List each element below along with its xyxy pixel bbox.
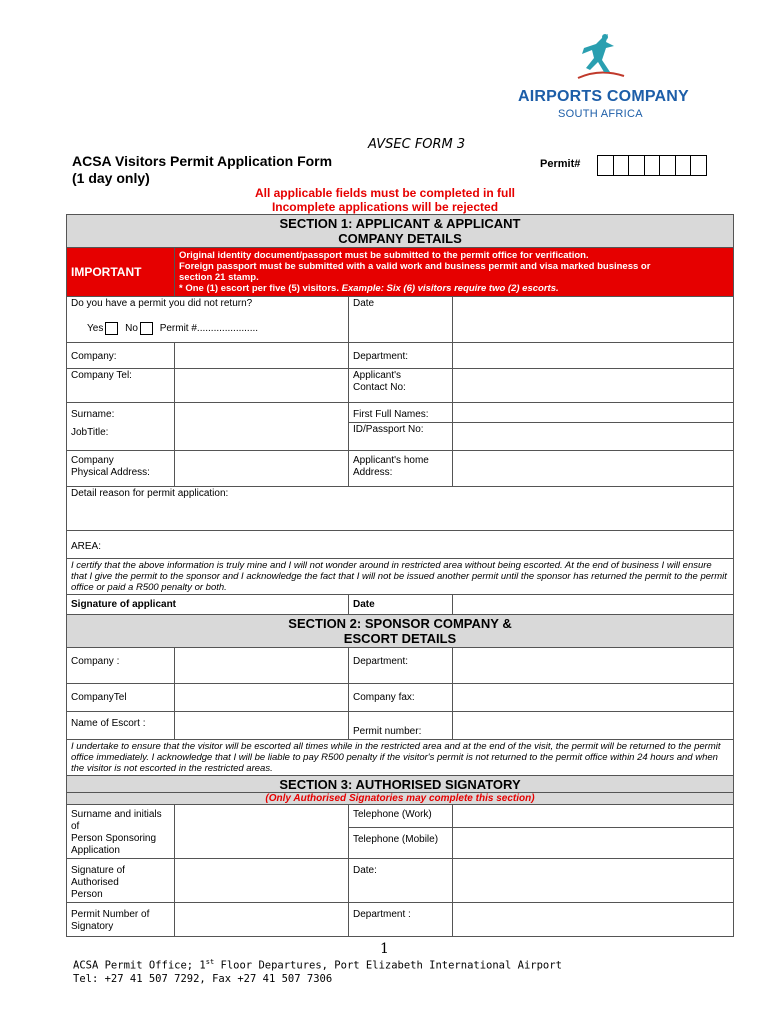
signatory-department-label: Department :	[349, 903, 453, 937]
jobtitle-label: JobTitle:	[67, 423, 175, 451]
sponsor-department-field[interactable]	[453, 648, 734, 684]
permit-number-label: Permit#	[540, 158, 581, 170]
no-checkbox[interactable]	[140, 322, 153, 335]
logo-country: SOUTH AFRICA	[558, 108, 643, 120]
reason-field[interactable]: Detail reason for permit application:	[67, 487, 734, 531]
surname-field[interactable]	[175, 403, 349, 423]
company-address-field[interactable]	[175, 451, 349, 487]
sponsor-fax-field[interactable]	[453, 684, 734, 712]
permit-number-boxes[interactable]	[597, 155, 707, 176]
company-address-label: Company Physical Address:	[67, 451, 175, 487]
applicant-contact-field[interactable]	[453, 369, 734, 403]
sponsor-company-label: Company :	[67, 648, 175, 684]
section1-heading: SECTION 1: APPLICANT & APPLICANT COMPANY DETAILS	[67, 215, 734, 248]
signature-applicant-label: Signature of applicant	[67, 595, 349, 615]
tel-mobile-label: Telephone (Mobile)	[349, 828, 453, 859]
department-field[interactable]	[453, 343, 734, 369]
permit-number-field[interactable]: Permit #......................	[159, 323, 259, 335]
footer: ACSA Permit Office; 1st Floor Departures, Port Elizabeth International Airport Tel: +27 41 507 7292, Fax +27 41 507 7306	[73, 958, 562, 985]
escort-name-field[interactable]	[175, 712, 349, 740]
tel-work-label: Telephone (Work)	[349, 805, 453, 828]
authorised-signature-field[interactable]	[175, 859, 349, 903]
surname-label: Surname:	[67, 403, 175, 423]
section3-heading: SECTION 3: AUTHORISED SIGNATORY	[67, 776, 734, 793]
important-notice: Original identity document/passport must be submitted to the permit office for verification. Foreign passport must be submitted with a valid work and business permit and visa marked business or section 21 stamp. * One (1) escort per five (5) visitors. Example: Six (6) visitors require two (2) escorts.	[175, 248, 734, 297]
authorised-signature-label: Signature of Authorised Person	[67, 859, 175, 903]
signatory-permit-number-field[interactable]	[175, 903, 349, 937]
signatory-permit-number-label: Permit Number of Signatory	[67, 903, 175, 937]
first-names-field[interactable]	[453, 403, 734, 423]
id-passport-label: ID/Passport No:	[349, 423, 453, 451]
sponsor-tel-field[interactable]	[175, 684, 349, 712]
date-field-label: Date	[349, 297, 453, 343]
id-passport-field[interactable]	[453, 423, 734, 451]
company-tel-label: Company Tel:	[67, 369, 175, 403]
yes-checkbox[interactable]	[105, 322, 118, 335]
form-code: AVSEC FORM 3	[368, 137, 466, 152]
sponsor-person-field[interactable]	[175, 805, 349, 859]
company-label: Company:	[67, 343, 175, 369]
undertake-statement: I undertake to ensure that the visitor will be escorted all times while in the restricted area and at the end of the visit, the permit will be returned to the permit office immediately. I acknowledge that I will be liable to pay R500 penalty if the visitor's permit is not returned to the permit office within 24 hours and when the visitor is not escorted in the restricted areas.	[67, 740, 734, 776]
section2-heading: SECTION 2: SPONSOR COMPANY & ESCORT DETAILS	[67, 615, 734, 648]
signatory-department-field[interactable]	[453, 903, 734, 937]
area-field[interactable]: AREA:	[67, 531, 734, 559]
page-number: 1	[380, 941, 389, 957]
important-label: IMPORTANT	[67, 248, 175, 297]
first-names-label: First Full Names:	[349, 403, 453, 423]
permit-form-table	[66, 214, 734, 937]
sponsor-company-field[interactable]	[175, 648, 349, 684]
permit-not-returned-question: Do you have a permit you did not return? Yes No Permit #......................	[67, 297, 349, 343]
date-field[interactable]	[453, 297, 734, 343]
company-tel-field[interactable]	[175, 369, 349, 403]
jobtitle-field[interactable]	[175, 423, 349, 451]
warning-text: All applicable fields must be completed in full Incomplete applications will be rejected	[254, 186, 516, 214]
section3-subheading: (Only Authorised Signatories may complete this section)	[67, 793, 734, 805]
logo-company-name: AIRPORTS COMPANY	[518, 88, 689, 105]
certify-statement: I certify that the above information is truly mine and I will not wonder around in restricted area without being escorted. At the end of business I will ensure that I give the permit to the sponsor and I acknowledge the fact that I will not be issued another permit until the sponsor has returned the permit to the permit office or paid a R500 penalty or both.	[67, 559, 734, 595]
sponsor-department-label: Department:	[349, 648, 453, 684]
sponsor-fax-label: Company fax:	[349, 684, 453, 712]
department-label: Department:	[349, 343, 453, 369]
escort-permit-number-label: Permit number:	[349, 712, 453, 740]
applicant-contact-label: Applicant's Contact No:	[349, 369, 453, 403]
escort-name-label: Name of Escort :	[67, 712, 175, 740]
escort-permit-number-field[interactable]	[453, 712, 734, 740]
home-address-field[interactable]	[453, 451, 734, 487]
tel-work-field[interactable]	[453, 805, 734, 828]
sponsor-person-label: Surname and initials of Person Sponsoring Application	[67, 805, 175, 859]
sponsor-tel-label: CompanyTel	[67, 684, 175, 712]
home-address-label: Applicant's home Address:	[349, 451, 453, 487]
signature-date-label: Date	[349, 595, 453, 615]
company-field[interactable]	[175, 343, 349, 369]
authorised-date-field[interactable]	[453, 859, 734, 903]
acsa-logo-icon	[572, 32, 628, 84]
tel-mobile-field[interactable]	[453, 828, 734, 859]
authorised-date-label: Date:	[349, 859, 453, 903]
signature-date-field[interactable]	[453, 595, 734, 615]
page-title: ACSA Visitors Permit Application Form (1 day only)	[72, 153, 333, 186]
